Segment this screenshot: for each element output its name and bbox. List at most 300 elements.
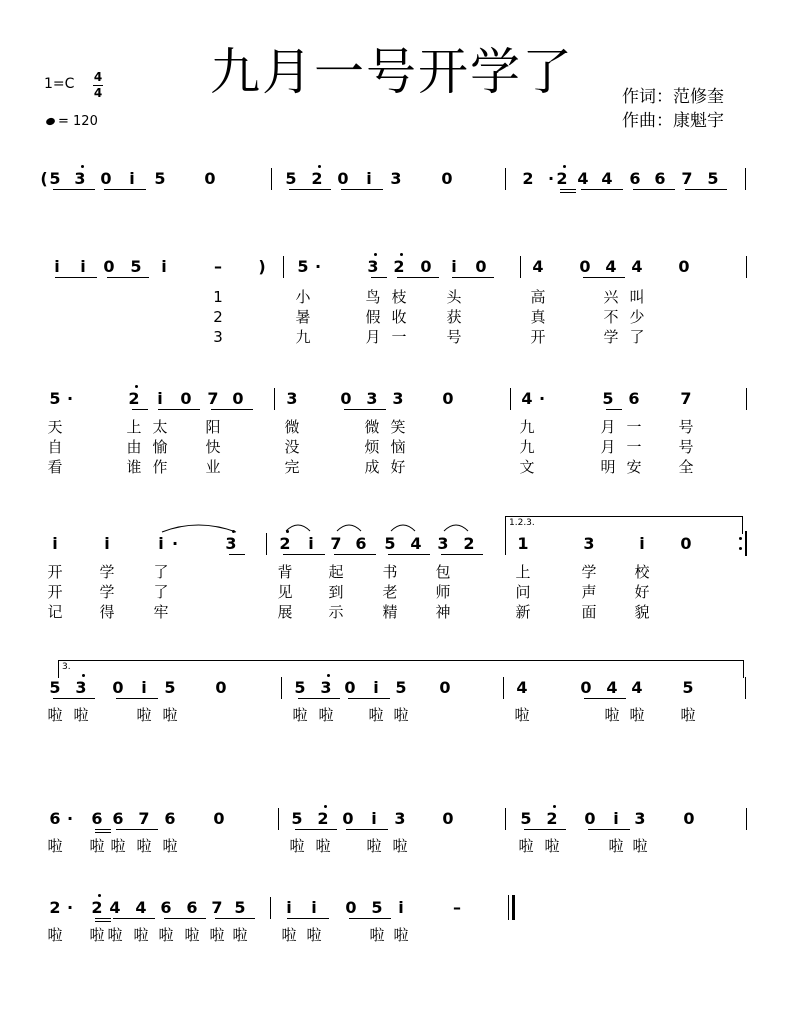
bar-line [745,168,746,190]
note: 5 [294,678,306,697]
bar-line [505,533,506,555]
note: 5 [291,809,303,828]
lyric-char: 看 [47,458,63,476]
note: 0 [345,898,357,917]
lyric-char: 微 [364,418,380,436]
note: 2 [49,898,61,917]
beam [283,554,325,555]
note: i [451,257,457,276]
lyric-char: 啦 [158,926,174,944]
note: i [54,257,60,276]
lyric-char: 了 [153,583,169,601]
volta-2-bracket-left [58,660,59,678]
note: 6 [629,169,641,188]
note: · [66,389,74,408]
lyric-char: 啦 [608,837,624,855]
lyric-char: 九 [519,438,535,456]
lyric-char: 不 [603,308,619,326]
note: 3 [390,169,402,188]
note: 5 [154,169,166,188]
octave-dot [327,674,330,677]
beam [334,554,376,555]
bar-line [283,256,284,278]
beam [158,409,200,410]
bar-line [505,808,506,830]
note: 3 [394,809,406,828]
note: 3 [366,389,378,408]
lyric-char: 没 [284,438,300,456]
lyric-char: 啦 [162,706,178,724]
octave-dot [318,165,321,168]
note: 7 [680,389,692,408]
lyric-char: 老 [382,583,398,601]
note: i [158,534,164,553]
bar-line [274,388,275,410]
note: i [366,169,372,188]
bar-line [520,256,521,278]
note: 4 [521,389,533,408]
note: 3 [75,678,87,697]
note: 6 [628,389,640,408]
bar-line [278,808,279,830]
note: 2 [311,169,323,188]
lyric-char: 月 [365,328,381,346]
beam [685,189,727,190]
lyric-char: 太 [152,418,168,436]
lyric-char: 啦 [107,926,123,944]
volta-1-bracket-left [505,516,506,534]
lyric-char: 啦 [73,706,89,724]
note: 0 [580,678,592,697]
beam [95,921,111,922]
time-signature [90,70,106,101]
lyric-char: 上 [126,418,142,436]
lyric-char: 兴 [603,288,619,306]
note: 3 [320,678,332,697]
lyric-char: 高 [530,288,546,306]
lyric-char: 啦 [209,926,225,944]
quarter-note-icon [45,117,56,127]
lyric-char: 学 [99,563,115,581]
volta-1-bracket-right [742,516,743,534]
beam [588,829,630,830]
lyric-char: 号 [678,418,694,436]
note: 0 [340,389,352,408]
lyric-char: 枝 [391,288,407,306]
note: 5 [384,534,396,553]
lyric-char: 啦 [289,837,305,855]
lyric-char: 谁 [126,458,142,476]
beam [107,277,149,278]
lyric-char: 记 [47,603,63,621]
lyric-char: 啦 [47,926,63,944]
note: 0 [680,534,692,553]
lyric-char: 起 [328,563,344,581]
note: i [398,898,404,917]
beam [215,918,255,919]
lyric-char: 啦 [292,706,308,724]
note: 0 [215,678,227,697]
note: 5 [164,678,176,697]
note: 0 [475,257,487,276]
note: i [141,678,147,697]
note: 2 [546,809,558,828]
lyric-char: 啦 [133,926,149,944]
lyric-char: 开 [47,563,63,581]
beam [116,829,158,830]
lyric-char: 啦 [393,926,409,944]
lyric-char: 书 [382,563,398,581]
note: 0 [342,809,354,828]
octave-dot [82,674,85,677]
lyric-char: 天 [47,418,63,436]
beam [606,409,622,410]
note: 2 [317,809,329,828]
beam [298,698,340,699]
lyric-char: 自 [47,438,63,456]
lyric-char: 叫 [629,288,645,306]
lyric-char: 假 [365,308,381,326]
beam [113,918,155,919]
octave-dot [374,253,377,256]
note: 0 [232,389,244,408]
note: 4 [631,678,643,697]
octave-dot [563,165,566,168]
lyric-char: 展 [277,603,293,621]
slur-mark [389,521,419,533]
note: 5 [49,678,61,697]
note: – [214,257,222,276]
lyric-char: 2 [213,308,223,326]
lyric-char: 小 [295,288,311,306]
beam [583,277,625,278]
note: 5 [130,257,142,276]
beam [371,277,387,278]
lyric-char: 开 [47,583,63,601]
lyric-char: 暑 [295,308,311,326]
lyric-char: 新 [515,603,531,621]
lyric-char: 一 [391,328,407,346]
octave-dot [135,385,138,388]
beam [164,918,206,919]
lyric-char: 声 [581,583,597,601]
note: 1 [517,534,529,553]
lyric-char: 一 [626,418,642,436]
note: 0 [683,809,695,828]
beam [452,277,494,278]
beam [95,829,111,830]
final-bar-thin [508,895,509,920]
note: 2 [393,257,405,276]
note: 5 [682,678,694,697]
lyric-char: 啦 [315,837,331,855]
lyric-char: 得 [99,603,115,621]
beam [346,829,388,830]
beam [581,189,623,190]
note: 0 [441,169,453,188]
lyric-char: 快 [205,438,221,456]
lyric-char: 啦 [110,837,126,855]
beam [633,189,675,190]
lyric-char: 啦 [544,837,560,855]
lyric-char: 九 [295,328,311,346]
tempo-marking [46,114,98,129]
note: i [52,534,58,553]
note: i [161,257,167,276]
beam [341,189,383,190]
note: 2 [279,534,291,553]
note: 5 [520,809,532,828]
volta-1-label: 1.2.3. [509,518,535,528]
lyric-char: 开 [530,328,546,346]
lyric-char: 了 [629,328,645,346]
note: 4 [109,898,121,917]
slur-mark [335,521,365,533]
lyric-char: 示 [328,603,344,621]
lyric-char: 到 [328,583,344,601]
lyric-char: 真 [530,308,546,326]
beam [295,829,337,830]
note: 5 [234,898,246,917]
lyric-char: 月 [600,438,616,456]
note: 3 [392,389,404,408]
beam [95,918,111,919]
note: 7 [207,389,219,408]
lyric-char: 头 [446,288,462,306]
lyric-char: 作 [152,458,168,476]
note: 6 [164,809,176,828]
beam [53,189,95,190]
note: 5 [285,169,297,188]
beam [344,409,386,410]
lyric-char: 包 [435,563,451,581]
lyric-char: 恼 [390,438,406,456]
lyric-char: 1 [213,288,223,306]
note: 6 [160,898,172,917]
note: 3 [583,534,595,553]
lyric-char: 精 [382,603,398,621]
note: 0 [579,257,591,276]
time-signature-top: 4 [93,70,103,84]
note: 4 [577,169,589,188]
bar-line [745,677,746,699]
lyric-char: 了 [153,563,169,581]
octave-dot [553,805,556,808]
lyric-char: 少 [629,308,645,326]
bar-line [746,388,747,410]
tempo-value: = 120 [58,114,98,129]
note: 3 [437,534,449,553]
volta-1-bracket [505,516,743,517]
lyric-char: 获 [446,308,462,326]
note: 0 [584,809,596,828]
beam [53,698,95,699]
note: 0 [180,389,192,408]
beam [287,918,329,919]
lyric-char: 烦 [364,438,380,456]
lyric-char: 业 [205,458,221,476]
lyric-char: 啦 [47,706,63,724]
note: 4 [631,257,643,276]
note: 5 [395,678,407,697]
beam [441,554,483,555]
note: 6 [91,809,103,828]
note: 3 [367,257,379,276]
lyric-char: 啦 [368,706,384,724]
lyric-char: 明 [600,458,616,476]
lyric-char: 好 [634,583,650,601]
note: · [538,389,546,408]
note: 2 [128,389,140,408]
note: 7 [211,898,223,917]
note: – [453,898,461,917]
lyric-char: 啦 [232,926,248,944]
lyric-char: 九 [519,418,535,436]
note: · [547,169,555,188]
lyric-char: 啦 [514,706,530,724]
beam [116,698,158,699]
bar-line [281,677,282,699]
lyric-char: 月 [600,418,616,436]
note: · [66,809,74,828]
octave-dot [324,805,327,808]
lyric-char: 师 [435,583,451,601]
note: i [104,534,110,553]
lyric-char: 号 [678,438,694,456]
note: 6 [49,809,61,828]
note: · [171,534,179,553]
volta-2-bracket-right [743,660,744,678]
lyric-char: 问 [515,583,531,601]
volta-2-bracket [58,660,744,661]
beam [560,192,576,193]
lyric-char: 文 [519,458,535,476]
note: 3 [225,534,237,553]
lyric-char: 3 [213,328,223,346]
repeat-dot [739,537,742,540]
bar-line [271,168,272,190]
note: 7 [681,169,693,188]
lyric-char: 成 [364,458,380,476]
bar-line [746,256,747,278]
lyric-char: 啦 [136,837,152,855]
note: i [371,809,377,828]
note: ( [40,169,48,188]
lyric-char: 全 [678,458,694,476]
lyric-char: 啦 [89,926,105,944]
note: 2 [556,169,568,188]
lyric-char: 啦 [318,706,334,724]
note: i [157,389,163,408]
beam [560,189,576,190]
lyric-char: 校 [634,563,650,581]
lyric-char: 愉 [152,438,168,456]
lyric-char: 啦 [184,926,200,944]
lyric-char: 完 [284,458,300,476]
note: 0 [213,809,225,828]
note: 2 [522,169,534,188]
note: 6 [654,169,666,188]
beam [349,918,391,919]
lyric-char: 啦 [47,837,63,855]
note: 0 [678,257,690,276]
note: 2 [91,898,103,917]
note: 7 [138,809,150,828]
lyric-char: 学 [581,563,597,581]
lyric-char: 啦 [162,837,178,855]
beam [211,409,253,410]
note: 3 [286,389,298,408]
slur-mark [442,521,472,533]
note: 4 [606,678,618,697]
note: 5 [602,389,614,408]
lyric-char: 啦 [306,926,322,944]
lyric-char: 学 [99,583,115,601]
note: 5 [371,898,383,917]
note: 0 [420,257,432,276]
note: 4 [601,169,613,188]
note: 5 [49,389,61,408]
note: 6 [355,534,367,553]
lyric-char: 貌 [634,603,650,621]
bar-line [266,533,267,555]
beam [132,409,148,410]
note: 5 [49,169,61,188]
lyric-char: 安 [626,458,642,476]
lyric-char: 啦 [629,706,645,724]
lyric-char: 啦 [518,837,534,855]
note: 6 [186,898,198,917]
lyric-char: 啦 [632,837,648,855]
bar-line [505,168,506,190]
note: · [66,898,74,917]
lyric-char: 啦 [281,926,297,944]
lyric-char: 阳 [205,418,221,436]
lyric-char: 面 [581,603,597,621]
note: 0 [442,389,454,408]
note: i [311,898,317,917]
repeat-end-bar [745,531,747,556]
note: 0 [112,678,124,697]
note: i [129,169,135,188]
beam [388,554,430,555]
note: ) [258,257,266,276]
note: · [314,257,322,276]
lyric-char: 啦 [392,837,408,855]
lyric-char: 啦 [393,706,409,724]
composer-credit: 作曲：康魁宇 [622,111,724,131]
lyric-char: 啦 [136,706,152,724]
octave-dot [400,253,403,256]
note: 0 [439,678,451,697]
lyric-char: 上 [515,563,531,581]
final-bar-thick [512,895,515,920]
note: 7 [330,534,342,553]
beam [348,698,390,699]
note: 4 [532,257,544,276]
note: 0 [103,257,115,276]
beam [397,277,439,278]
note: 0 [100,169,112,188]
lyric-char: 笑 [390,418,406,436]
note: 0 [204,169,216,188]
lyric-char: 好 [390,458,406,476]
lyric-char: 啦 [369,926,385,944]
lyric-char: 号 [446,328,462,346]
note: 0 [442,809,454,828]
lyric-char: 鸟 [365,288,381,306]
lyric-char: 由 [126,438,142,456]
